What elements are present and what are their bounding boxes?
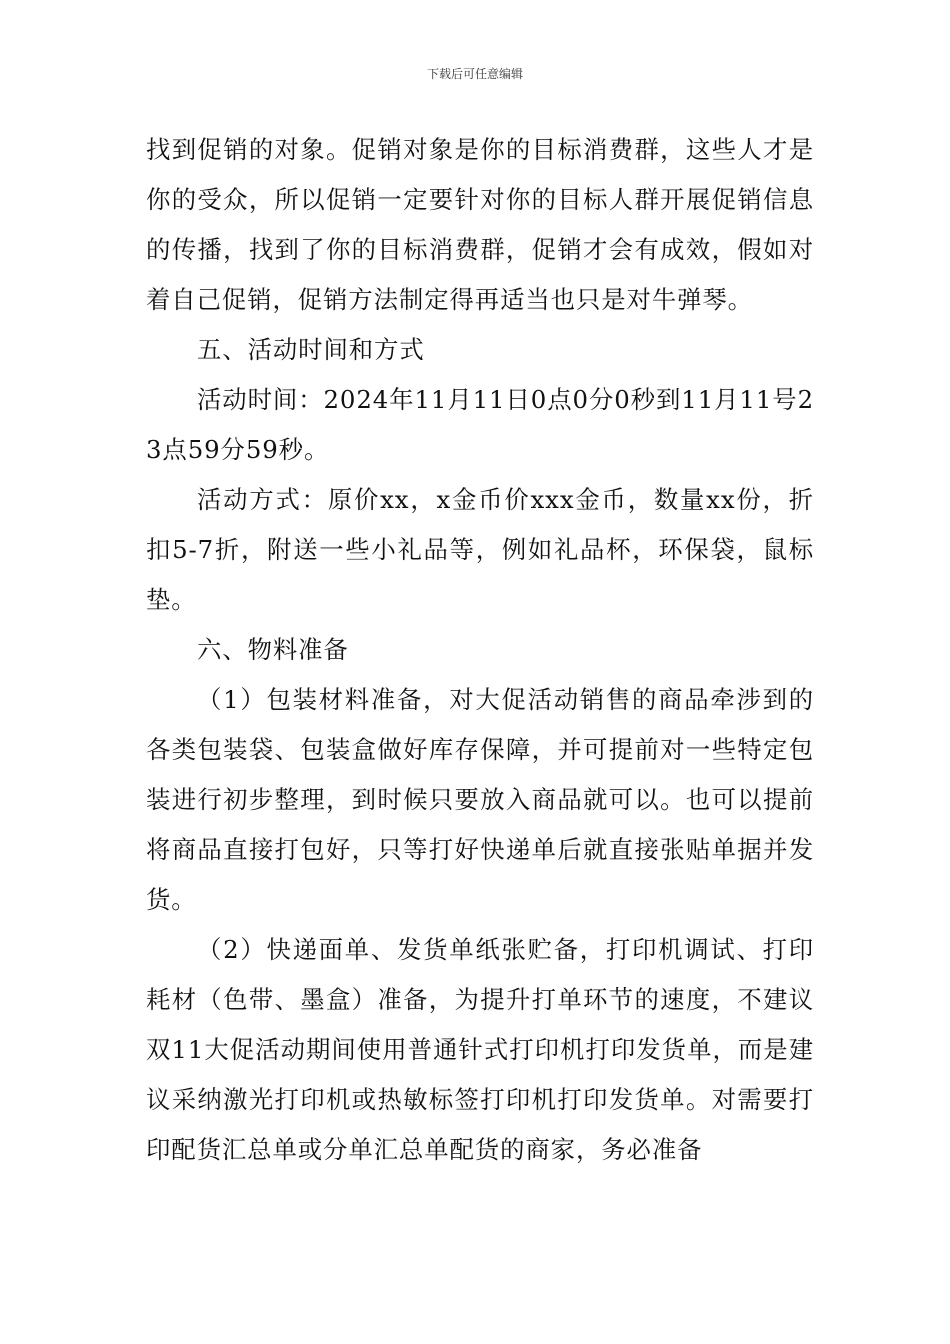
paragraph-packaging-materials: （1）包装材料准备，对大促活动销售的商品牵涉到的各类包装袋、包装盒做好库存保障，并可提前对一些特定包装进行初步整理，到时候只要放入商品就可以。也可以提前将商品直接打包好，只等打好快递单后就直接张贴单据并发货。 [146, 685, 814, 914]
section-heading-time-and-method: 五、活动时间和方式 [197, 335, 425, 364]
page-header: 下载后可任意编辑 [426, 67, 523, 81]
paragraph-activity-time: 活动时间：2024年11月11日0点0分0秒到11月11号23点59分59秒。 [146, 385, 814, 464]
paragraph-activity-method: 活动方式：原价xx，x金币价xxx金币，数量xx份，折扣5-7折，附送一些小礼品等，例如礼品杯，环保袋，鼠标垫。 [146, 485, 814, 614]
section-heading-materials: 六、物料准备 [197, 635, 349, 664]
paragraph-printing-supplies: （2）快递面单、发货单纸张贮备，打印机调试、打印耗材（色带、墨盒）准备，为提升打单环节的速度，不建议双11大促活动期间使用普通针式打印机打印发货单，而是建议采纳激光打印机或热敏标签打印机打印发货单。对需要打印配货汇总单或分单汇总单配货的商家，务必准备 [146, 935, 814, 1164]
document-body [146, 125, 814, 1175]
paragraph-promotion-target: 找到促销的对象。促销对象是你的目标消费群，这些人才是你的受众，所以促销一定要针对你的目标人群开展促销信息的传播，找到了你的目标消费群，促销才会有成效，假如对着自己促销，促销方法制定得再适当也只是对牛弹琴。 [146, 135, 814, 314]
